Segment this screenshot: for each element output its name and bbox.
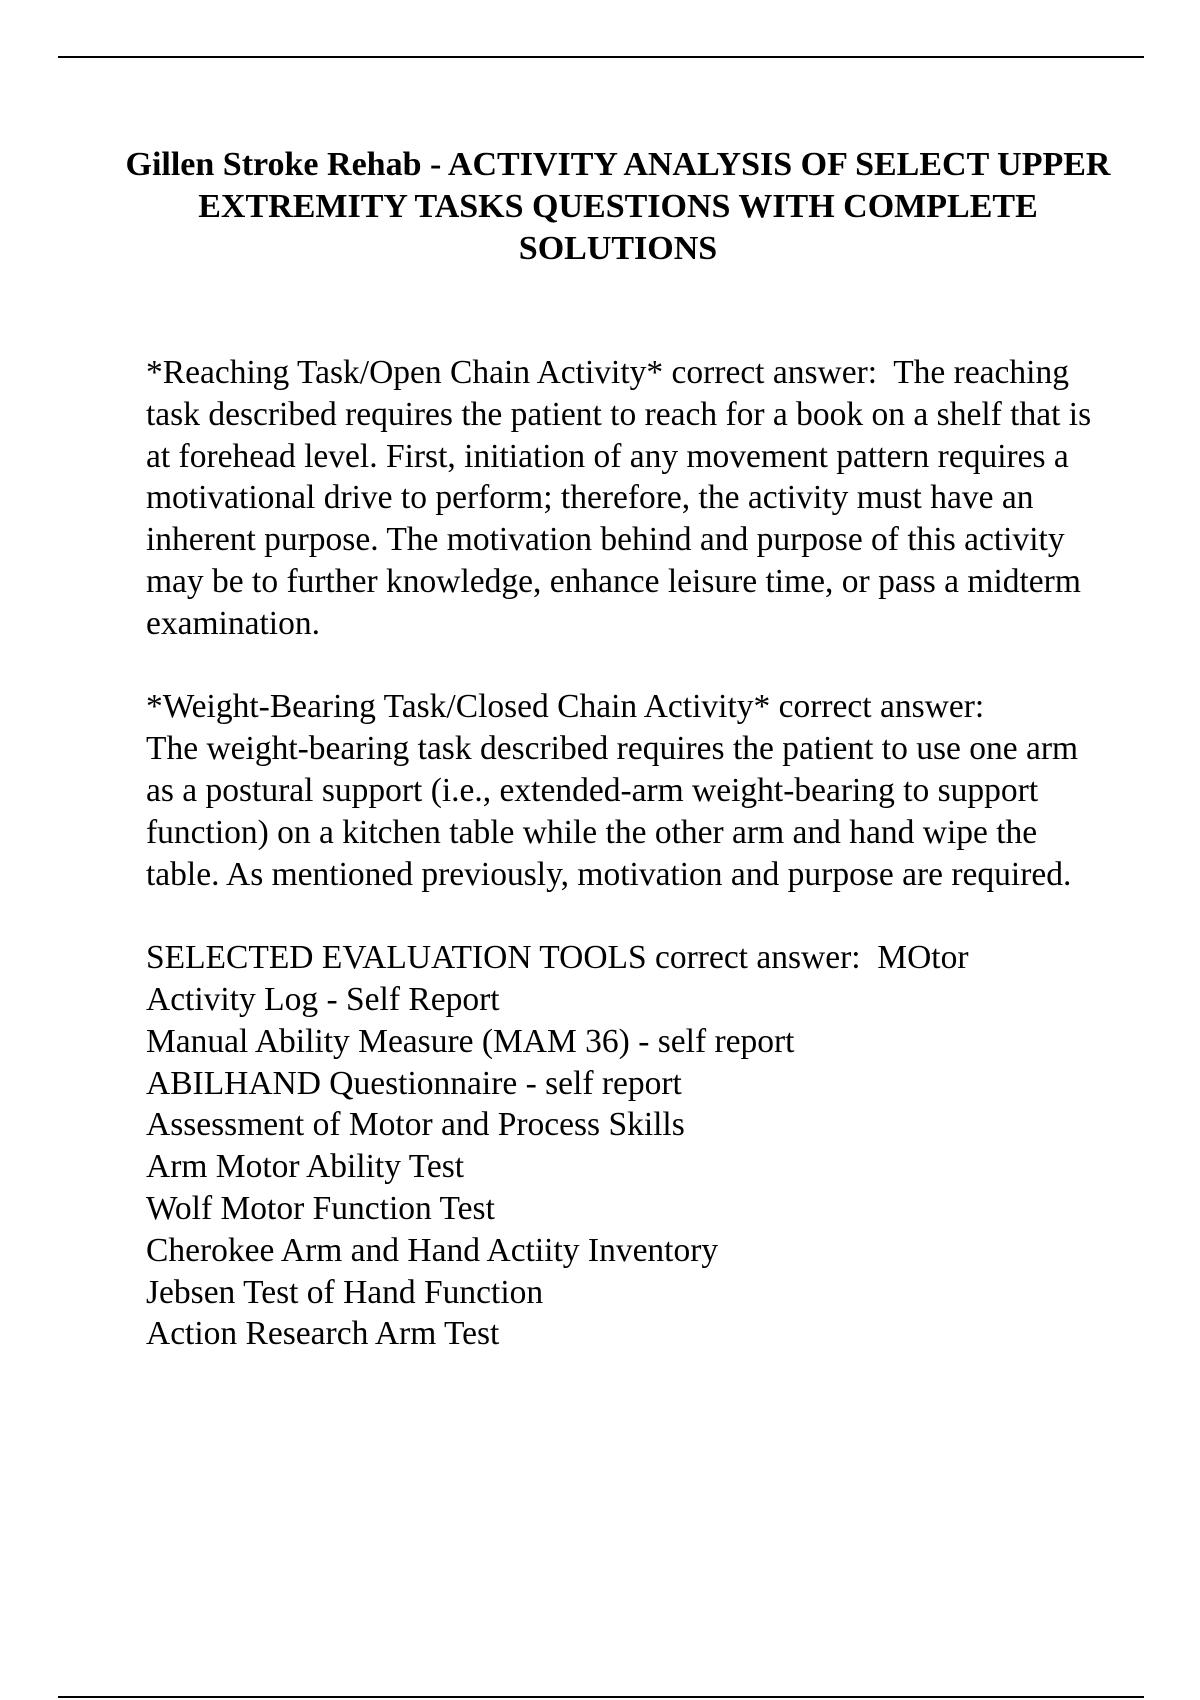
bottom-divider [58, 1696, 1144, 1698]
answer-marker: correct answer: [671, 354, 878, 391]
qa-entry-evaluation-tools [146, 937, 1106, 1355]
list-item: Action Research Arm Test [146, 1315, 500, 1353]
tools-heading-line [146, 937, 1106, 979]
evaluation-tools-list [146, 979, 1106, 1355]
qa-entry-weight-bearing-task [146, 686, 1106, 895]
answer-marker: correct answer: [778, 688, 985, 726]
top-divider [58, 56, 1144, 58]
list-item: Assessment of Motor and Process Skills [146, 1106, 685, 1144]
list-item: Jebsen Test of Hand Function [146, 1273, 544, 1311]
document-body [146, 352, 1106, 1397]
question-text: SELECTED EVALUATION TOOLS [146, 939, 647, 977]
answer-marker: correct answer: [655, 939, 861, 977]
answer-text: The reaching task described requires the patient to reach for a book on a shelf that is at forehead level. First, initiation of any movement pattern requires a motivational drive to perform; therefore, the activity must have an inherent purpose. The motivation behind and purpose of this activity may be to further knowledge, enhance leisure time, or pass a midterm examination. [146, 354, 1092, 642]
question-text: *Reaching Task/Open Chain Activity* [146, 354, 664, 391]
qa-entry-reaching-task [146, 352, 1106, 645]
list-item: Wolf Motor Function Test [146, 1189, 495, 1227]
list-item: Cherokee Arm and Hand Actiity Inventory [146, 1231, 719, 1269]
list-item: Manual Ability Measure (MAM 36) - self report [146, 1022, 795, 1060]
document-title: Gillen Stroke Rehab - ACTIVITY ANALYSIS OF SELECT UPPER EXTREMITY TASKS QUESTIONS WITH COMPLETE SOLUTIONS [125, 146, 1111, 267]
list-item: Activity Log - Self Report [146, 980, 500, 1018]
list-item: Arm Motor Ability Test [146, 1148, 465, 1186]
question-text: *Weight-Bearing Task/Closed Chain Activity* [146, 688, 771, 726]
answer-text: MOtor [877, 939, 969, 977]
answer-text: The weight-bearing task described requires the patient to use one arm as a postural support (i.e., extended-arm weight-bearing to support function) on a kitchen table while the other arm and hand wipe the table. As mentioned previously, motivation and purpose are required. [146, 730, 1079, 893]
list-item: ABILHAND Questionnaire - self report [146, 1064, 682, 1102]
